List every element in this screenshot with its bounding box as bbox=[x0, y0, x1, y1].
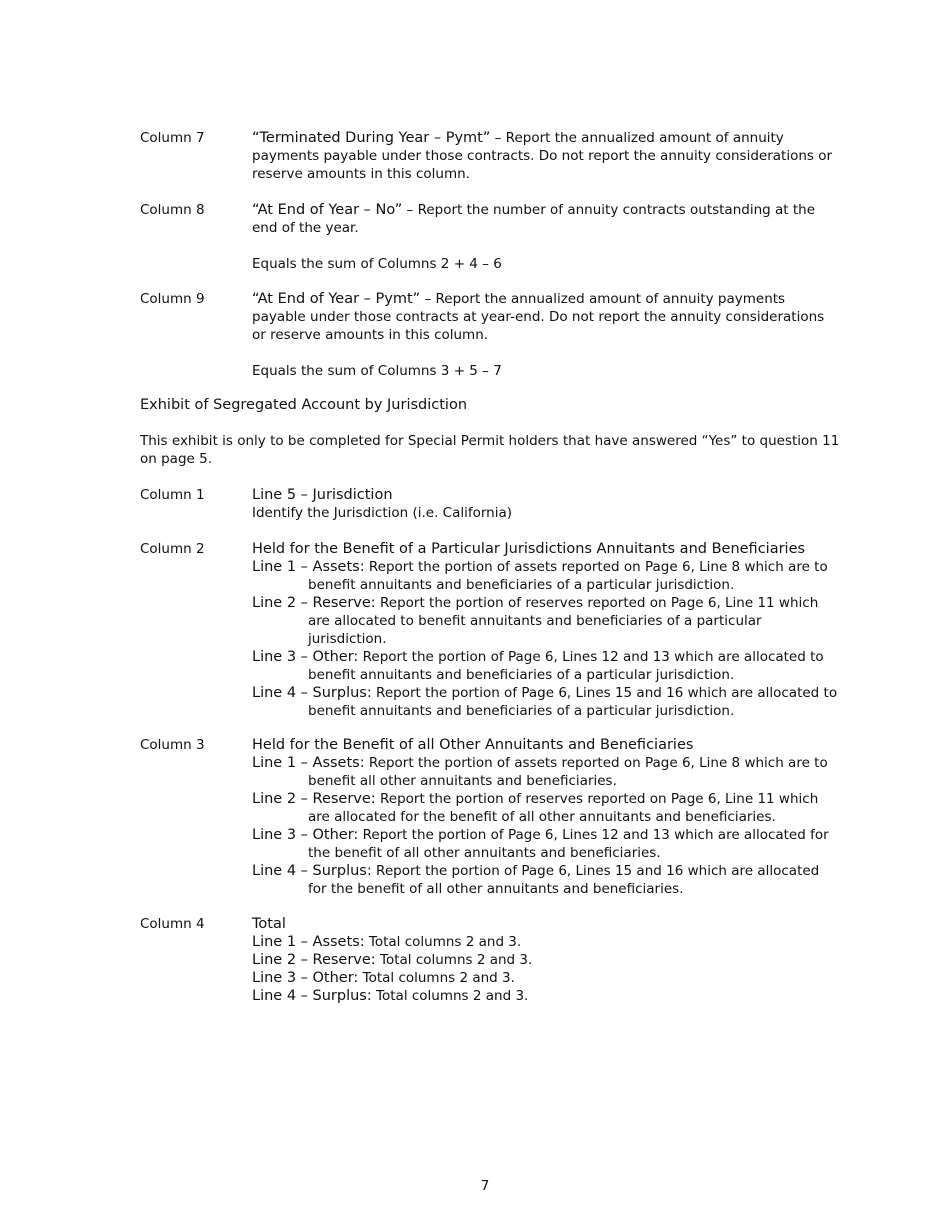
line-text: Total columns 2 and 3. bbox=[364, 934, 522, 950]
column-label: Column 8 bbox=[140, 202, 205, 218]
exhibit-column-3-entry bbox=[140, 736, 840, 898]
line-text: Report the portion of Page 6, Lines 15 and 16 which are allocated for the benefit of all other annuitants and beneficiaries. bbox=[308, 863, 820, 897]
line-text: Total columns 2 and 3. bbox=[375, 952, 533, 968]
line-item bbox=[252, 594, 840, 648]
line-prefix: Line 1 – Assets: bbox=[252, 755, 365, 771]
line-item bbox=[252, 862, 840, 898]
line-prefix: Line 2 – Reserve: bbox=[252, 791, 376, 807]
column-9-entry bbox=[140, 290, 840, 380]
column-title: Line 5 – Jurisdiction bbox=[252, 487, 393, 503]
line-item bbox=[252, 987, 840, 1005]
column-title: “At End of Year – Pymt” bbox=[252, 291, 421, 307]
line-item bbox=[252, 826, 840, 862]
line-prefix: Line 1 – Assets: bbox=[252, 559, 365, 575]
line-text: Report the portion of assets reported on Page 6, Line 8 which are to benefit all other annuitants and beneficiaries. bbox=[308, 755, 828, 789]
column-text: – Report the number of annuity contracts outstanding at the end of the year. bbox=[252, 202, 816, 236]
line-text: Report the portion of reserves reported on Page 6, Line 11 which are allocated to benefit annuitants and beneficiaries of a particular jurisdiction. bbox=[308, 595, 819, 647]
column-label: Column 3 bbox=[140, 737, 205, 753]
column-title: Held for the Benefit of all Other Annuitants and Beneficiaries bbox=[252, 737, 694, 753]
section-heading: Exhibit of Segregated Account by Jurisdiction bbox=[140, 397, 468, 413]
line-prefix: Line 1 – Assets: bbox=[252, 934, 365, 950]
column-title: “Terminated During Year – Pymt” bbox=[252, 130, 491, 146]
column-text: – Report the annualized amount of annuity payments payable under those contracts at year-end. Do not report the annuity considerations or reserve amounts in this column. bbox=[252, 291, 825, 343]
section-intro: This exhibit is only to be completed for Special Permit holders that have answered “Yes” to question 11 on page 5. bbox=[140, 433, 840, 467]
line-item bbox=[252, 558, 840, 594]
column-label: Column 9 bbox=[140, 291, 205, 307]
exhibit-column-2-entry bbox=[140, 540, 840, 720]
line-prefix: Line 4 – Surplus: bbox=[252, 685, 372, 701]
column-text: – Report the annualized amount of annuity payments payable under those contracts. Do not report the annuity considerations or reserve amounts in this column. bbox=[252, 130, 833, 182]
column-note: Equals the sum of Columns 3 + 5 – 7 bbox=[252, 363, 502, 379]
line-prefix: Line 2 – Reserve: bbox=[252, 952, 376, 968]
line-text: Report the portion of Page 6, Lines 15 and 16 which are allocated to benefit annuitants and beneficiaries of a particular jurisdiction. bbox=[308, 685, 838, 719]
column-note: Equals the sum of Columns 2 + 4 – 6 bbox=[252, 256, 502, 272]
column-8-entry bbox=[140, 201, 840, 273]
line-item bbox=[252, 933, 840, 951]
line-text: Report the portion of Page 6, Lines 12 and 13 which are allocated to benefit annuitants and beneficiaries of a particular jurisdiction. bbox=[308, 649, 824, 683]
line-prefix: Line 3 – Other: bbox=[252, 827, 359, 843]
line-text: Total columns 2 and 3. bbox=[371, 988, 529, 1004]
column-description bbox=[252, 290, 840, 344]
column-label: Column 1 bbox=[140, 487, 205, 503]
line-text: Total columns 2 and 3. bbox=[358, 970, 515, 986]
column-title: Held for the Benefit of a Particular Jurisdictions Annuitants and Beneficiaries bbox=[252, 541, 806, 557]
line-item bbox=[252, 754, 840, 790]
line-prefix: Line 2 – Reserve: bbox=[252, 595, 376, 611]
exhibit-column-4-entry bbox=[140, 915, 840, 1005]
line-text: Report the portion of reserves reported on Page 6, Line 11 which are allocated for the benefit of all other annuitants and beneficiaries. bbox=[308, 791, 819, 825]
column-label: Column 2 bbox=[140, 541, 205, 557]
line-item bbox=[252, 648, 840, 684]
line-item bbox=[252, 951, 840, 969]
column-description bbox=[252, 129, 840, 183]
line-prefix: Line 3 – Other: bbox=[252, 970, 359, 986]
line-text: Report the portion of Page 6, Lines 12 and 13 which are allocated for the benefit of all other annuitants and beneficiaries. bbox=[308, 827, 829, 861]
column-7-entry bbox=[140, 129, 840, 183]
column-label: Column 7 bbox=[140, 130, 205, 146]
column-title: “At End of Year – No” bbox=[252, 202, 403, 218]
page-number: 7 bbox=[480, 1178, 490, 1194]
column-description bbox=[252, 201, 840, 237]
column-label: Column 4 bbox=[140, 916, 205, 932]
column-title: Total bbox=[252, 916, 286, 932]
column-subtitle: Identify the Jurisdiction (i.e. California) bbox=[252, 505, 513, 521]
line-text: Report the portion of assets reported on Page 6, Line 8 which are to benefit annuitants and beneficiaries of a particular jurisdiction. bbox=[308, 559, 828, 593]
line-item bbox=[252, 790, 840, 826]
line-prefix: Line 3 – Other: bbox=[252, 649, 359, 665]
line-item bbox=[252, 969, 840, 987]
line-prefix: Line 4 – Surplus: bbox=[252, 863, 372, 879]
line-prefix: Line 4 – Surplus: bbox=[252, 988, 372, 1004]
line-item bbox=[252, 684, 840, 720]
exhibit-column-1-entry bbox=[140, 486, 840, 522]
